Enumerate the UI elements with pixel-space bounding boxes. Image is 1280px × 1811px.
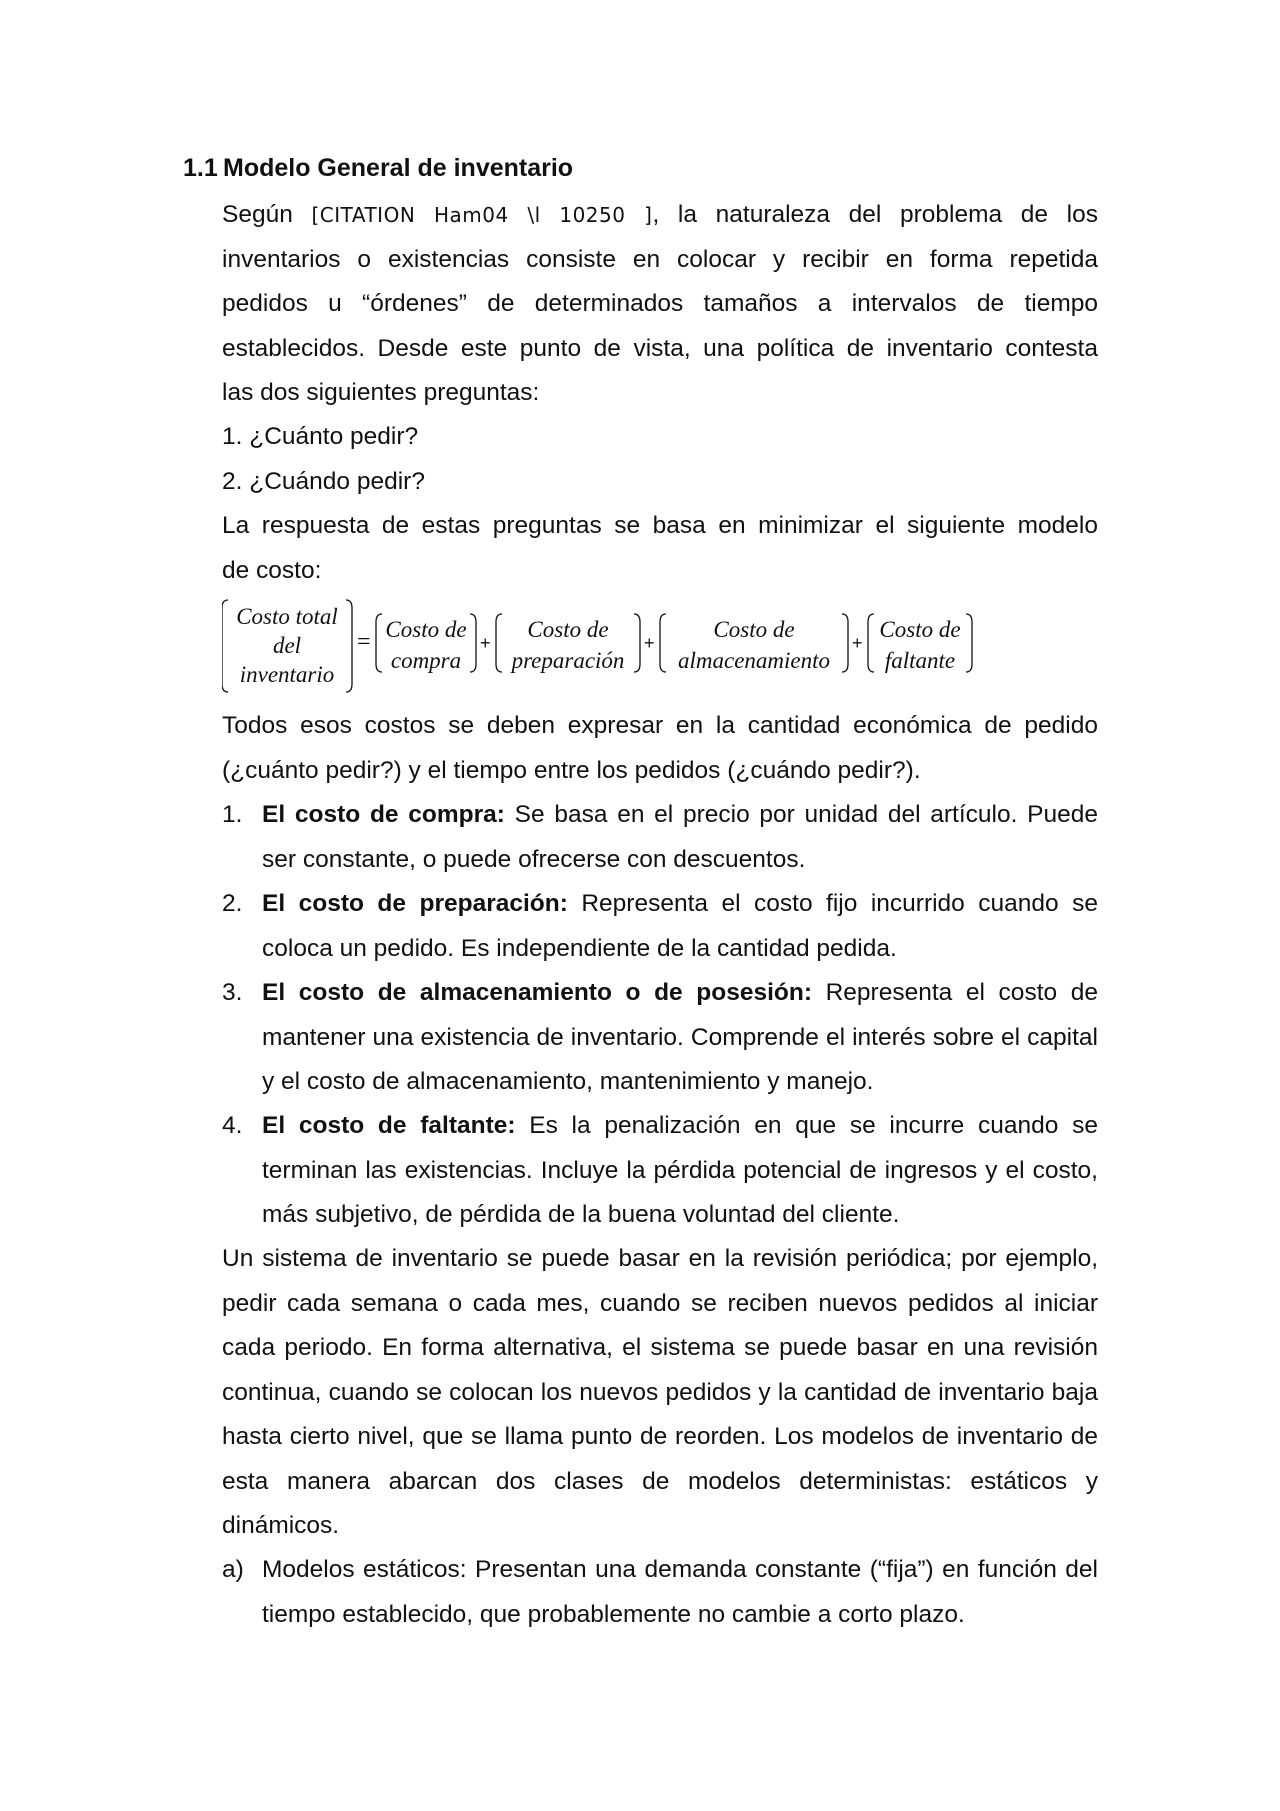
cost-item-body: [262, 882, 1098, 971]
intro-segun: Según: [222, 201, 293, 228]
model-item: [222, 1548, 1098, 1637]
lhs-line-3: inventario: [239, 662, 335, 687]
term-3-close-bracket: [842, 614, 848, 672]
cost-item-term: El costo de faltante:: [262, 1112, 516, 1139]
system-paragraph: Un sistema de inventario se puede basar en la revisión periódica; por ejemplo, pedir cada semana o cada mes, cuando se reciben nuevos pedidos al iniciar cada periodo. En forma alternativa, el sistema se puede basar en una revisión continua, cuando se colocan los nuevos pedidos y la cantidad de inventario baja hasta cierto nivel, que se llama punto de reorden. Los modelos de inventario de esta manera abarcan dos clases de modelos deterministas: estáticos y dinámicos.: [222, 1245, 1098, 1539]
question-1: 1. ¿Cuánto pedir?: [222, 423, 419, 450]
lhs-close-bracket: [346, 600, 352, 692]
cost-item-text: Representa el costo fijo incurrido cuando se coloca un pedido. Es independiente de la cantidad pedida.: [262, 890, 1098, 962]
cost-formula-svg: [222, 596, 1102, 696]
intro-line-1-rest: , la naturaleza del problema de los: [652, 201, 1098, 228]
term-3-line-1: Costo de: [713, 617, 795, 642]
intro-line-4: establecidos. Desde este punto de vista, una política de inventario contesta: [222, 334, 1098, 362]
term-4-line-1: Costo de: [879, 617, 961, 642]
answer-line-1: La respuesta de estas preguntas se basa en minimizar el siguiente modelo: [222, 512, 1098, 539]
section-title: Modelo General de inventario: [223, 154, 574, 182]
cost-item-body: [262, 971, 1098, 1105]
cost-item-marker: 1.: [222, 801, 243, 828]
cost-item-term: El costo de almacenamiento o de posesión:: [262, 979, 812, 1006]
cost-item: [222, 882, 1098, 971]
equals-sign: =: [357, 629, 371, 655]
term-4-open-bracket: [868, 614, 874, 672]
model-item-text: Modelos estáticos: Presentan una demanda constante (“fija”) en función del tiempo establecido, que probablemente no cambie a corto plazo.: [262, 1556, 1098, 1628]
term-2-line-1: Costo de: [527, 617, 609, 642]
term-4-close-bracket: [966, 614, 972, 672]
citation-field: [CITATION Ham04 \l 10250 ]: [311, 203, 653, 227]
costs-intro-paragraph: [222, 704, 1098, 793]
cost-item-term: El costo de preparación:: [262, 890, 568, 917]
section-heading: [183, 150, 573, 186]
cost-item-marker: 4.: [222, 1112, 243, 1139]
term-3-open-bracket: [660, 614, 666, 672]
cost-item-body: [262, 1104, 1098, 1238]
term-2-open-bracket: [496, 614, 502, 672]
cost-item-term: El costo de compra:: [262, 801, 505, 828]
term-4-line-2: faltante: [884, 648, 956, 673]
term-1-line-2: compra: [390, 648, 462, 673]
answer-line-2: de costo:: [222, 556, 322, 584]
term-2-line-2: preparación: [511, 648, 625, 673]
intro-line-5: las dos siguientes preguntas:: [222, 379, 540, 406]
model-item-marker: a): [222, 1556, 244, 1583]
term-2-close-bracket: [634, 614, 640, 672]
intro-line-1: [222, 193, 1098, 238]
term-3-line-2: almacenamiento: [677, 648, 831, 673]
costs-intro-line-2: (¿cuánto pedir?) y el tiempo entre los pedidos (¿cuándo pedir?).: [222, 756, 921, 784]
plus-sign-3: +: [852, 633, 863, 653]
lhs-line-1: Costo total: [236, 604, 338, 629]
plus-sign-1: +: [480, 633, 491, 653]
intro-line-3: pedidos u “órdenes” de determinados tamaños a intervalos de tiempo: [222, 290, 1098, 317]
cost-item-text: Se basa en el precio por unidad del artículo. Puede ser constante, o puede ofrecerse con descuentos.: [262, 801, 1098, 873]
cost-item-text: Es la penalización en que se incurre cuando se terminan las existencias. Incluye la pérdida potencial de ingresos y el costo, más subjetivo, de pérdida de la buena voluntad del cliente.: [262, 1112, 1099, 1228]
section-number: 1.1: [183, 154, 218, 182]
term-1-open-bracket: [376, 614, 382, 672]
intro-paragraph: [222, 193, 1098, 416]
term-1-close-bracket: [470, 614, 476, 672]
answer-paragraph: [222, 504, 1098, 593]
term-1-line-1: Costo de: [385, 617, 467, 642]
intro-line-2: inventarios o existencias consiste en colocar y recibir en forma repetida: [222, 245, 1098, 273]
cost-item-marker: 2.: [222, 890, 243, 917]
plus-sign-2: +: [644, 633, 655, 653]
costs-intro-line-1: Todos esos costos se deben expresar en la cantidad económica de pedido: [222, 712, 1098, 739]
cost-item-body: [262, 793, 1098, 882]
question-2: 2. ¿Cuándo pedir?: [222, 468, 425, 495]
cost-item-marker: 3.: [222, 979, 243, 1006]
lhs-open-bracket: [222, 600, 228, 692]
cost-formula: [222, 596, 1102, 696]
cost-item: [222, 793, 1098, 882]
cost-item: [222, 1104, 1098, 1238]
lhs-line-2: del: [272, 633, 302, 658]
cost-item-text: Representa el costo de mantener una existencia de inventario. Comprende el interés sobre el capital y el costo de almacenamiento, mantenimiento y manejo.: [262, 979, 1098, 1095]
cost-item: [222, 971, 1098, 1105]
